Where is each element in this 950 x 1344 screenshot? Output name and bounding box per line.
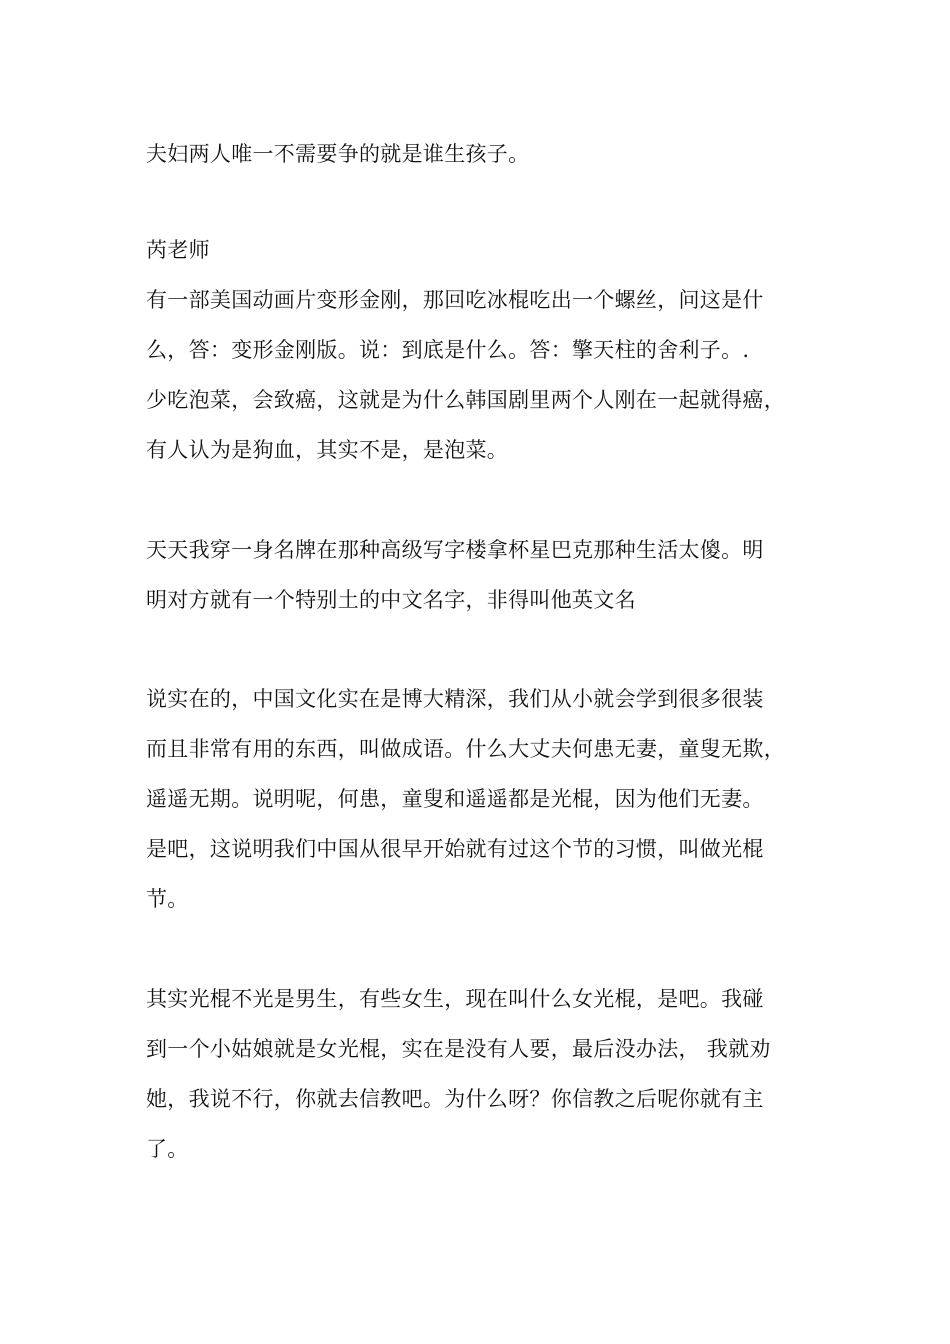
text-line: 而且非常有用的东西，叫做成语。什么大丈夫何患无妻，童叟无欺， <box>146 737 785 761</box>
text-line: 有一部美国动画片变形金刚，那回吃冰棍吃出一个螺丝，问这是什 <box>146 288 764 312</box>
text-line: 说实在的，中国文化实在是博大精深，我们从小就会学到很多很装 <box>146 687 764 711</box>
text-line: 少吃泡菜，会致癌，这就是为什么韩国剧里两个人刚在一起就得癌， <box>146 388 785 412</box>
text-line: 是吧，这说明我们中国从很早开始就有过这个节的习惯，叫做光棍 <box>146 837 764 861</box>
text-line: 么，答：变形金刚版。说：到底是什么。答：擎天柱的舍利子。. <box>146 338 750 362</box>
text-line: 其实光棍不光是男生，有些女生，现在叫什么女光棍，是吧。我碰 <box>146 987 764 1011</box>
text-line: 了。 <box>146 1137 189 1161</box>
text-line: 遥遥无期。说明呢，何患，童叟和遥遥都是光棍，因为他们无妻。 <box>146 787 764 811</box>
text-line: 明对方就有一个特别土的中文名字，非得叫他英文名 <box>146 588 636 612</box>
text-line: 有人认为是狗血，其实不是，是泡菜。 <box>146 438 509 462</box>
section-heading: 芮老师 <box>146 238 210 262</box>
text-line: 她，我说不行，你就去信教吧。为什么呀？你信教之后呢你就有主 <box>146 1087 764 1111</box>
text-line: 到一个小姑娘就是女光棍，实在是没有人要，最后没办法， 我就劝 <box>146 1037 771 1061</box>
text-line: 夫妇两人唯一不需要争的就是谁生孩子。 <box>146 142 530 166</box>
text-line: 节。 <box>146 887 189 911</box>
text-line: 天天我穿一身名牌在那种高级写字楼拿杯星巴克那种生活太傻。明 <box>146 538 764 562</box>
